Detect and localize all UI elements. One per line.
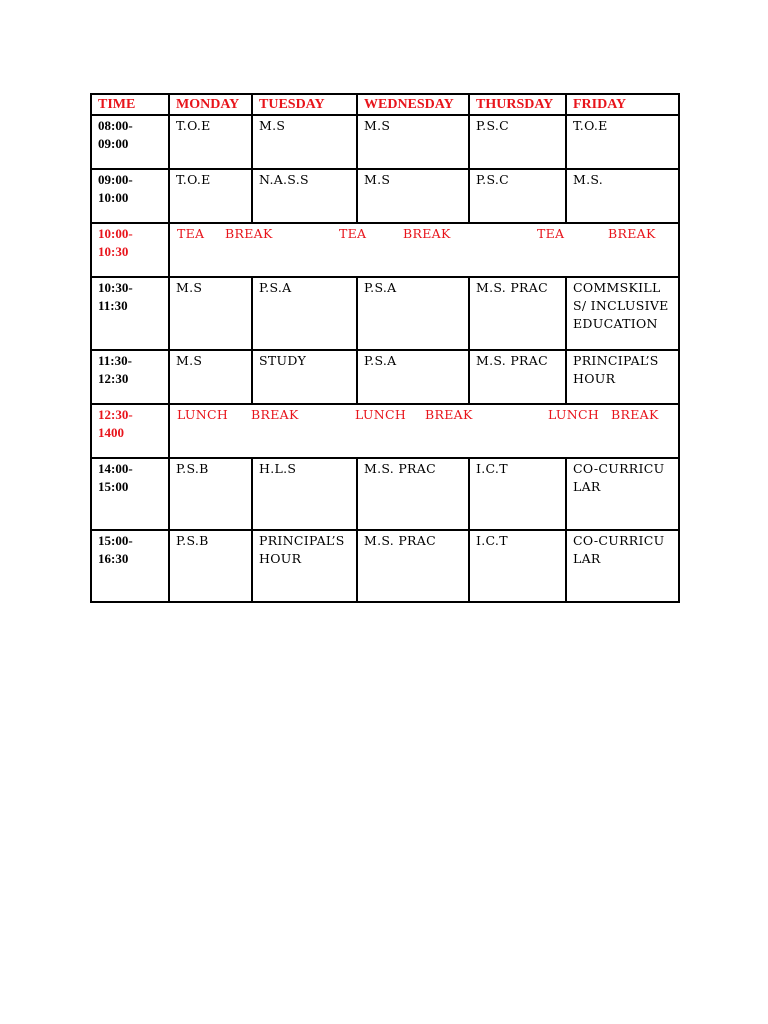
slot-tuesday: H.L.S: [252, 458, 357, 530]
time-slot: 15:00- 16:30: [91, 530, 169, 602]
table-row: [91, 169, 679, 223]
table-row: [91, 115, 679, 169]
header-wednesday: WEDNESDAY: [357, 94, 469, 115]
slot-tuesday: PRINCIPAL’S HOUR: [252, 530, 357, 602]
slot-wednesday: M.S: [357, 115, 469, 169]
slot-friday: PRINCIPAL’S HOUR: [566, 350, 679, 404]
slot-thursday: M.S. PRAC: [469, 350, 566, 404]
slot-wednesday: P.S.A: [357, 277, 469, 350]
table-row: [91, 530, 679, 602]
timetable: [90, 93, 680, 603]
slot-wednesday: M.S. PRAC: [357, 530, 469, 602]
table-row-break: [91, 223, 679, 277]
slot-monday: T.O.E: [169, 169, 252, 223]
table-row: [91, 350, 679, 404]
slot-friday: T.O.E: [566, 115, 679, 169]
time-slot: 10:30- 11:30: [91, 277, 169, 350]
time-slot: 11:30- 12:30: [91, 350, 169, 404]
table-row: [91, 277, 679, 350]
slot-monday: P.S.B: [169, 458, 252, 530]
slot-monday: T.O.E: [169, 115, 252, 169]
slot-thursday: P.S.C: [469, 169, 566, 223]
time-slot: 10:00- 10:30: [91, 223, 169, 277]
lunch-break-cell: LUNCH BREAK LUNCH BREAK LUNCH BREAK: [169, 404, 679, 458]
header-monday: MONDAY: [169, 94, 252, 115]
header-row: [91, 94, 679, 115]
slot-monday: M.S: [169, 277, 252, 350]
time-slot: 14:00- 15:00: [91, 458, 169, 530]
slot-friday: CO-CURRICULAR: [566, 458, 679, 530]
header-tuesday: TUESDAY: [252, 94, 357, 115]
header-thursday: THURSDAY: [469, 94, 566, 115]
slot-thursday: I.C.T: [469, 530, 566, 602]
slot-monday: P.S.B: [169, 530, 252, 602]
slot-tuesday: M.S: [252, 115, 357, 169]
slot-friday: M.S.: [566, 169, 679, 223]
slot-thursday: M.S. PRAC: [469, 277, 566, 350]
tea-break-cell: TEA BREAK TEA BREAK TEA BREAK: [169, 223, 679, 277]
slot-tuesday: P.S.A: [252, 277, 357, 350]
slot-wednesday: M.S. PRAC: [357, 458, 469, 530]
time-slot: 09:00- 10:00: [91, 169, 169, 223]
slot-wednesday: M.S: [357, 169, 469, 223]
slot-friday: CO-CURRICULAR: [566, 530, 679, 602]
slot-tuesday: N.A.S.S: [252, 169, 357, 223]
slot-friday: COMMSKILLS/ INCLUSIVE EDUCATION: [566, 277, 679, 350]
slot-monday: M.S: [169, 350, 252, 404]
slot-thursday: P.S.C: [469, 115, 566, 169]
time-slot: 08:00- 09:00: [91, 115, 169, 169]
table-row: [91, 458, 679, 530]
slot-wednesday: P.S.A: [357, 350, 469, 404]
slot-tuesday: STUDY: [252, 350, 357, 404]
time-slot: 12:30- 1400: [91, 404, 169, 458]
table-row-break: [91, 404, 679, 458]
slot-thursday: I.C.T: [469, 458, 566, 530]
header-friday: FRIDAY: [566, 94, 679, 115]
header-time: TIME: [91, 94, 169, 115]
